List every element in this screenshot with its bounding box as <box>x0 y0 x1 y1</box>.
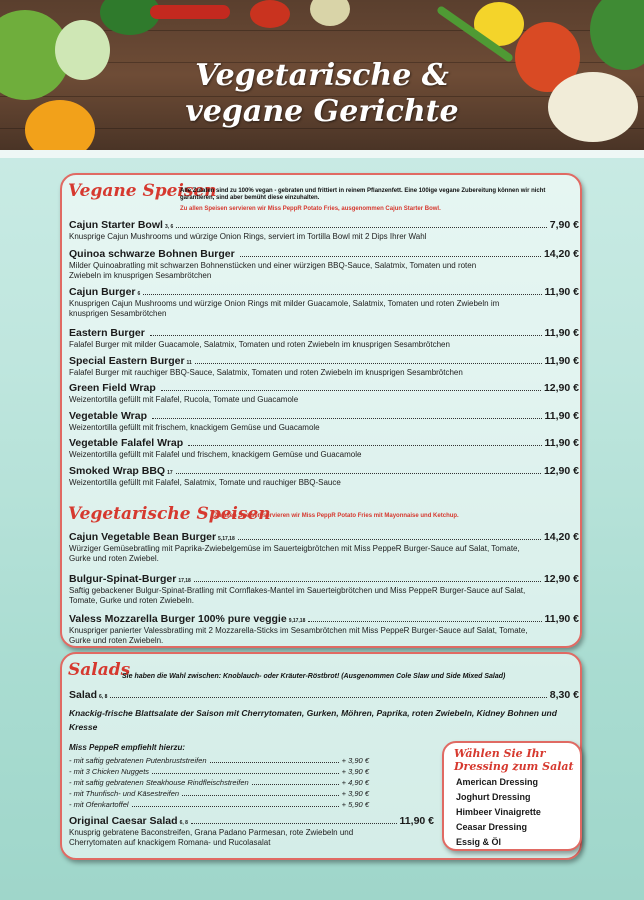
menu-item-description: Weizentortilla gefüllt mit Falafel und frischem, knackigem Gemüse und Guacamole <box>69 450 362 459</box>
menu-item-price: 14,20 € <box>543 531 579 543</box>
dot-leader <box>110 690 546 698</box>
menu-item-name: Quinoa schwarze Bohnen Burger <box>69 248 235 260</box>
menu-item-price: 12,90 € <box>543 465 579 477</box>
caesar-allergens: 6, 8 <box>179 820 188 826</box>
menu-item-description: Milder Quinoabratling mit schwarzen Bohnenstücken und einer würzigen BBQ-Sauce, Salatmix, Tomaten und roten Zwiebeln im knusprigen Sesambrötchen <box>69 261 477 280</box>
menu-item-description: Falafel Burger mit rauchiger BBQ-Sauce, Salatmix, Tomaten und roten Zwiebeln im knusprigen Sesambrötchen <box>69 368 463 377</box>
dot-leader <box>161 383 541 391</box>
extra-option-label: - mit 3 Chicken Nuggets <box>69 767 150 776</box>
dot-leader <box>188 438 541 446</box>
menu-item-description: Falafel Burger mit milder Guacamole, Salatmix, Tomaten und roten Zwiebeln im knusprigen Sesambrötchen <box>69 340 450 349</box>
dot-leader <box>152 768 339 774</box>
menu-item-description: Würziger Gemüsebratling mit Paprika-Zwiebelgemüse im Sauerteigbrötchen mit Miss PeppeR Burger-Sauce auf Salat, Tomate, Gurke und roten Zwiebel. <box>69 544 520 563</box>
menu-item-description: Weizentortilla gefüllt mit Falafel, Salatmix, Tomate und rauchiger BBQ-Sauce <box>69 478 341 487</box>
menu-item-price: 11,90 € <box>544 437 579 449</box>
caesar-name: Original Caesar Salad <box>69 815 178 827</box>
extra-option <box>69 800 369 809</box>
extra-option-price: + 5,90 € <box>341 800 369 809</box>
menu-item-price: 12,90 € <box>543 573 579 585</box>
extra-option <box>69 756 369 765</box>
dot-leader <box>195 356 542 364</box>
menu-item-name: Smoked Wrap BBQ <box>69 465 166 477</box>
dot-leader <box>150 328 542 336</box>
menu-item-allergens: 3, 6 <box>164 224 174 230</box>
extra-option <box>69 767 369 776</box>
menu-item <box>69 382 579 405</box>
menu-item-allergens: 17 <box>167 470 173 476</box>
extra-option-label: - mit saftig gebratenen Steakhouse Rindfleischstreifen <box>69 778 249 787</box>
menu-item-name: Eastern Burger <box>69 327 145 339</box>
salads-section-title: Salads <box>68 660 131 680</box>
menu-item-name: Vegetable Falafel Wrap <box>69 437 184 449</box>
dot-leader <box>143 287 541 295</box>
menu-item-price: 11,90 € <box>544 410 579 422</box>
extra-option <box>69 789 369 798</box>
salad-name: Salad <box>69 689 98 701</box>
vegan-fries-note: Zu allen Speisen servieren wir Miss PeppR Potato Fries, ausgenommen Cajun Starter Bowl. <box>180 206 441 212</box>
dot-leader <box>308 614 541 622</box>
extra-option-price: + 4,90 € <box>341 778 369 787</box>
menu-item-price: 11,90 € <box>544 613 579 625</box>
vegan-vegetarian-panel <box>60 173 582 648</box>
dot-leader <box>152 411 542 419</box>
onion-image <box>310 0 350 26</box>
dot-leader <box>194 574 541 582</box>
dot-leader <box>176 220 547 228</box>
menu-item-allergens: 17,18 <box>178 578 191 584</box>
dot-leader <box>176 466 541 474</box>
salad-price: 8,30 € <box>549 689 579 701</box>
menu-item-name: Vegetable Wrap <box>69 410 148 422</box>
menu-item-allergens: 5,17,18 <box>218 536 235 542</box>
menu-item-name: Green Field Wrap <box>69 382 156 394</box>
menu-item-allergens: 9,17,18 <box>288 618 306 624</box>
menu-item-price: 11,90 € <box>544 355 579 367</box>
menu-item-price: 14,20 € <box>543 248 579 260</box>
menu-item-price: 12,90 € <box>543 382 579 394</box>
vegetarian-fries-note: Zu allen Speisen servieren wir Miss PeppR Potato Fries mit Mayonnaise und Ketchup. <box>214 513 459 519</box>
menu-item-name: Bulgur-Spinat-Burger <box>69 573 177 585</box>
menu-item-description: Weizentortilla gefüllt mit Falafel, Rucola, Tomate und Guacamole <box>69 395 299 404</box>
dot-leader <box>252 779 339 785</box>
menu-item-name: Cajun Vegetable Bean Burger <box>69 531 217 543</box>
dot-leader <box>191 816 397 824</box>
extra-option-price: + 3,90 € <box>341 756 369 765</box>
menu-item-description: Knuspriger panierter Valessbratling mit 2 Mozzarella-Sticks im Sesambrötchen mit Miss PeppeR Burger-Sauce auf Salat, Tomate, Gurke und roten Zwiebeln. <box>69 626 528 645</box>
extra-option-label: - mit Ofenkartoffel <box>69 800 129 809</box>
menu-item <box>69 465 579 488</box>
menu-item-allergens: 6 <box>137 291 141 297</box>
menu-item-description: Weizentortilla gefüllt mit frischem, knackigem Gemüse und Guacamole <box>69 423 320 432</box>
menu-item-allergens: 11 <box>186 360 192 366</box>
dressing-option: Essig & Öl <box>456 837 502 847</box>
menu-item-name: Cajun Burger <box>69 286 136 298</box>
menu-item <box>69 219 579 242</box>
dot-leader <box>238 532 541 540</box>
tomato-image <box>250 0 290 28</box>
dressing-option: Joghurt Dressing <box>456 792 531 802</box>
menu-item-description: Knusprige Cajun Mushrooms und würzige Onion Rings, serviert im Tortilla Bowl mit 2 Dips Ihrer Wahl <box>69 232 427 241</box>
extra-option-price: + 3,90 € <box>341 789 369 798</box>
menu-item <box>69 355 579 378</box>
caesar-price: 11,90 € <box>399 815 434 827</box>
menu-item-name: Cajun Starter Bowl <box>69 219 163 231</box>
extra-option-price: + 3,90 € <box>341 767 369 776</box>
menu-item <box>69 410 579 433</box>
extra-option <box>69 778 369 787</box>
menu-item-description: Knusprigen Cajun Mushrooms und würzige Onion Rings mit milder Guacamole, Salatmix, Tomaten und roten Zwiebeln im knusprigen Sesambrötchen <box>69 299 500 318</box>
dot-leader <box>132 801 339 807</box>
menu-item <box>69 613 579 646</box>
menu-item-price: 7,90 € <box>549 219 579 231</box>
dressing-option: Himbeer Vinaigrette <box>456 807 541 817</box>
salad-item <box>69 689 579 701</box>
dot-leader <box>240 249 541 257</box>
dot-leader <box>210 757 339 763</box>
menu-item <box>69 531 579 564</box>
vegan-note: Alle Zutaten sind zu 100% vegan - gebraten und frittiert in reinem Pflanzenfett. Eine 100ige vegane Zubereitung können wir nicht garantieren, sind aber bemüht diese einzuhalten. <box>180 188 546 201</box>
salad-allergens: 6, 8 <box>99 694 108 700</box>
menu-item-description: Saftig gebackener Bulgur-Spinat-Bratling mit Cornflakes-Mantel im Sauerteigbrötchen und Miss PeppeR Burger-Sauce auf Salat, Tomate, Gurke und roten Zwiebeln. <box>69 586 526 605</box>
menu-item-price: 11,90 € <box>544 286 579 298</box>
extras-title: Miss PeppeR empfiehlt hierzu: <box>69 743 186 752</box>
extra-option-label: - mit saftig gebratenen Putenbruststreifen <box>69 756 207 765</box>
dressing-option: American Dressing <box>456 777 539 787</box>
vegetarian-section-title: Vegetarische Speisen <box>68 504 271 524</box>
dressing-box <box>442 741 582 851</box>
vegan-section-title: Vegane Speisen <box>68 181 217 201</box>
menu-item <box>69 286 579 319</box>
chili-image <box>150 5 230 19</box>
menu-item <box>69 437 579 460</box>
dressing-option: Ceasar Dressing <box>456 822 528 832</box>
menu-item <box>69 327 579 350</box>
menu-item-name: Special Eastern Burger <box>69 355 185 367</box>
menu-item <box>69 573 579 606</box>
header-divider <box>0 150 644 158</box>
dot-leader <box>182 790 339 796</box>
extra-option-label: - mit Thunfisch- und Käsestreifen <box>69 789 180 798</box>
page-title: Vegetarische & vegane Gerichte <box>185 58 459 129</box>
header-banner <box>0 0 644 150</box>
caesar-item <box>69 815 434 848</box>
menu-item <box>69 248 579 281</box>
dressing-title: Wählen Sie Ihr Dressing zum Salat <box>454 747 574 773</box>
caesar-description: Knusprig gebratene Baconstreifen, Grana Padano Parmesan, rote Zwiebeln und Cherrytomaten auf knackigem Romana- und Rucolasalat <box>69 828 354 847</box>
menu-item-price: 11,90 € <box>544 327 579 339</box>
salad-description: Knackig-frische Blattsalate der Saison mit Cherrytomaten, Gurken, Möhren, Paprika, roten Zwiebeln, Kidney Bohnen und Kresse <box>69 708 557 732</box>
salads-note: Sie haben die Wahl zwischen: Knoblauch- oder Kräuter-Röstbrot! (Ausgenommen Cole Slaw und Side Mixed Salad) <box>122 673 506 680</box>
menu-item-name: Valess Mozzarella Burger 100% pure veggie <box>69 613 287 625</box>
